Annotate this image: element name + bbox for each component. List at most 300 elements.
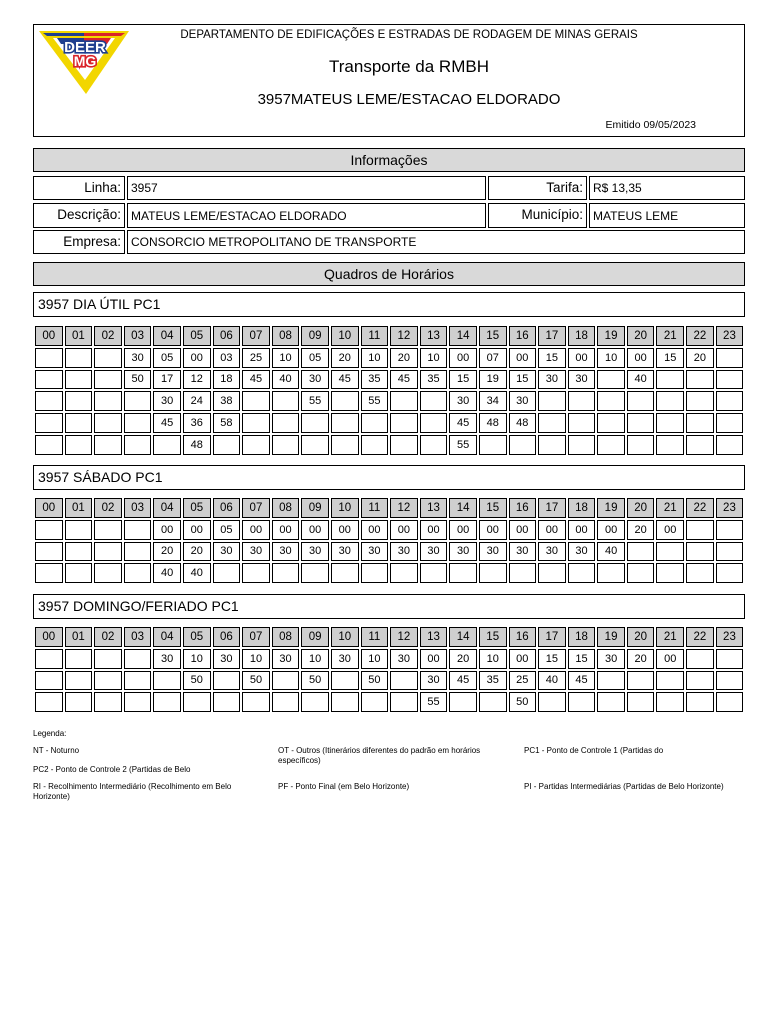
minute-cell [686,671,714,691]
hour-header-cell: 09 [301,326,329,346]
minute-cell: 15 [538,348,566,368]
hour-header-cell: 16 [509,627,537,647]
hour-header-cell: 16 [509,326,537,346]
minute-cell: 30 [242,542,270,562]
minute-cell: 24 [183,391,211,411]
minute-cell: 20 [627,649,655,669]
minute-cell: 00 [568,520,596,540]
minute-cell [331,692,359,712]
minute-cell [509,563,537,583]
minute-cell [65,692,93,712]
hour-header-cell: 14 [449,498,477,518]
schedule-title-domingo-feriado: 3957 DOMINGO/FERIADO PC1 [33,594,745,619]
minute-cell: 30 [568,370,596,390]
hour-header-row [35,326,743,346]
minute-cell: 30 [331,542,359,562]
minute-cell: 00 [509,649,537,669]
minute-cell: 45 [153,413,181,433]
minute-cell: 20 [331,348,359,368]
minute-cell: 20 [686,348,714,368]
hour-header-cell: 08 [272,627,300,647]
minute-cell: 05 [153,348,181,368]
minute-cell [716,649,744,669]
hour-header-cell: 06 [213,627,241,647]
hour-header-cell: 22 [686,326,714,346]
minute-cell [331,391,359,411]
hour-header-cell: 08 [272,326,300,346]
minute-cell [94,563,122,583]
minute-cell: 45 [449,413,477,433]
minute-cell: 00 [509,348,537,368]
hour-header-cell: 23 [716,498,744,518]
minute-cell [568,692,596,712]
hour-header-cell: 07 [242,326,270,346]
hour-header-cell: 03 [124,498,152,518]
schedule-row [35,671,743,691]
minute-cell: 30 [449,391,477,411]
minute-cell [301,413,329,433]
minute-cell [656,542,684,562]
minute-cell: 30 [272,542,300,562]
minute-cell [390,435,418,455]
minute-cell [627,435,655,455]
minute-cell [479,435,507,455]
minute-cell: 50 [124,370,152,390]
minute-cell: 30 [449,542,477,562]
hour-header-cell: 17 [538,627,566,647]
minute-cell: 30 [153,649,181,669]
minute-cell [65,671,93,691]
minute-cell: 25 [242,348,270,368]
hour-header-row [35,627,743,647]
minute-cell: 34 [479,391,507,411]
minute-cell [597,563,625,583]
schedule-title-dia-util: 3957 DIA ÚTIL PC1 [33,292,745,317]
minute-cell: 30 [153,391,181,411]
hour-header-cell: 19 [597,498,625,518]
hour-header-cell: 01 [65,627,93,647]
minute-cell [272,435,300,455]
empresa-value: CONSORCIO METROPOLITANO DE TRANSPORTE [127,230,745,254]
minute-cell [597,671,625,691]
minute-cell: 30 [213,542,241,562]
minute-cell [94,435,122,455]
minute-cell [716,391,744,411]
minute-cell [124,692,152,712]
emitted-date: Emitido 09/05/2023 [605,119,696,131]
minute-cell: 40 [597,542,625,562]
minute-cell: 10 [361,348,389,368]
minute-cell: 17 [153,370,181,390]
minute-cell [361,413,389,433]
minute-cell [597,370,625,390]
minute-cell [390,692,418,712]
schedules-section-header [33,262,745,286]
hour-header-cell: 08 [272,498,300,518]
minute-cell: 20 [390,348,418,368]
document-header [33,24,745,137]
minute-cell: 30 [568,542,596,562]
schedules-section-title: Quadros de Horários [324,266,454,282]
minute-cell [94,348,122,368]
minute-cell: 00 [509,520,537,540]
minute-cell [213,692,241,712]
hour-header-cell: 09 [301,627,329,647]
hour-header-cell: 17 [538,326,566,346]
hour-header-cell: 05 [183,627,211,647]
route-title: 3957MATEUS LEME/ESTACAO ELDORADO [257,91,561,108]
minute-cell: 00 [479,520,507,540]
descricao-label: Descrição: [33,203,125,228]
minute-cell: 50 [361,671,389,691]
minute-cell: 15 [568,649,596,669]
minute-cell: 48 [183,435,211,455]
minute-cell [65,542,93,562]
minute-cell [94,370,122,390]
minute-cell [420,563,448,583]
hour-header-cell: 02 [94,326,122,346]
minute-cell: 35 [420,370,448,390]
minute-cell: 30 [509,391,537,411]
info-section-header [33,148,745,172]
minute-cell: 30 [509,542,537,562]
minute-cell [272,563,300,583]
schedule-row [35,413,743,433]
hour-header-cell: 10 [331,498,359,518]
minute-cell: 00 [183,348,211,368]
minute-cell [242,391,270,411]
minute-cell: 10 [242,649,270,669]
empresa-label: Empresa: [33,230,125,254]
minute-cell: 30 [301,542,329,562]
minute-cell [65,348,93,368]
minute-cell [331,671,359,691]
schedule-row [35,520,743,540]
minute-cell: 00 [301,520,329,540]
minute-cell [213,671,241,691]
minute-cell: 15 [538,649,566,669]
minute-cell: 12 [183,370,211,390]
minute-cell: 30 [361,542,389,562]
minute-cell [538,435,566,455]
minute-cell [35,520,63,540]
hour-header-cell: 01 [65,498,93,518]
minute-cell: 30 [272,649,300,669]
minute-cell: 00 [656,520,684,540]
minute-cell: 19 [479,370,507,390]
minute-cell: 35 [479,671,507,691]
legend-item: OT - Outros (Itinerários diferentes do padrão em horários específicos) [278,746,481,765]
minute-cell [597,391,625,411]
minute-cell [35,692,63,712]
minute-cell [124,413,152,433]
schedule-title-sabado: 3957 SÁBADO PC1 [33,465,745,490]
minute-cell [656,435,684,455]
minute-cell: 55 [361,391,389,411]
minute-cell [597,413,625,433]
minute-cell [331,435,359,455]
minute-cell [627,391,655,411]
hour-header-cell: 14 [449,627,477,647]
minute-cell [716,413,744,433]
minute-cell [272,671,300,691]
minute-cell [686,370,714,390]
hour-header-cell: 23 [716,627,744,647]
hour-header-cell: 22 [686,627,714,647]
hour-header-cell: 13 [420,326,448,346]
minute-cell [568,563,596,583]
minute-cell [35,542,63,562]
minute-cell: 25 [509,671,537,691]
minute-cell: 30 [420,542,448,562]
minute-cell [272,413,300,433]
minute-cell [686,542,714,562]
minute-cell [627,413,655,433]
minute-cell [153,692,181,712]
legend-item: PC1 - Ponto de Controle 1 (Partidas do [524,746,664,755]
minute-cell [686,435,714,455]
minute-cell [627,692,655,712]
minute-cell [479,563,507,583]
minute-cell: 10 [597,348,625,368]
legend-title: Legenda: [33,729,67,738]
hour-header-cell: 13 [420,627,448,647]
hour-header-cell: 11 [361,326,389,346]
hour-header-cell: 18 [568,326,596,346]
hour-header-cell: 18 [568,627,596,647]
minute-cell [272,391,300,411]
hour-header-cell: 03 [124,326,152,346]
minute-cell [94,542,122,562]
minute-cell: 10 [183,649,211,669]
hour-header-cell: 21 [656,627,684,647]
minute-cell [124,391,152,411]
tarifa-label: Tarifa: [488,176,587,200]
page-title: Transporte da RMBH [329,57,489,76]
hour-header-cell: 15 [479,627,507,647]
minute-cell [94,692,122,712]
hour-header-row [35,498,743,518]
minute-cell [242,413,270,433]
minute-cell: 55 [420,692,448,712]
minute-cell [390,391,418,411]
minute-cell [716,435,744,455]
minute-cell: 30 [538,542,566,562]
minute-cell: 50 [183,671,211,691]
minute-cell [716,520,744,540]
minute-cell [65,370,93,390]
minute-cell [716,692,744,712]
minute-cell: 45 [331,370,359,390]
minute-cell: 58 [213,413,241,433]
minute-cell: 00 [538,520,566,540]
minute-cell [390,413,418,433]
schedule-table-sabado [33,496,745,585]
schedule-row [35,649,743,669]
minute-cell [124,671,152,691]
municipio-value: MATEUS LEME [589,203,745,228]
minute-cell: 00 [272,520,300,540]
minute-cell [656,692,684,712]
minute-cell: 55 [301,391,329,411]
schedule-row [35,348,743,368]
minute-cell [627,542,655,562]
minute-cell: 40 [153,563,181,583]
minute-cell [272,692,300,712]
minute-cell: 20 [153,542,181,562]
minute-cell [449,563,477,583]
hour-header-cell: 18 [568,498,596,518]
minute-cell: 50 [242,671,270,691]
minute-cell: 48 [479,413,507,433]
minute-cell [361,435,389,455]
minute-cell: 36 [183,413,211,433]
hour-header-cell: 05 [183,498,211,518]
minute-cell: 15 [449,370,477,390]
minute-cell: 00 [420,520,448,540]
minute-cell [94,649,122,669]
minute-cell: 38 [213,391,241,411]
hour-header-cell: 20 [627,326,655,346]
schedule-table-domingo-feriado [33,625,745,714]
minute-cell [538,563,566,583]
minute-cell: 30 [390,649,418,669]
hour-header-cell: 03 [124,627,152,647]
minute-cell [124,435,152,455]
minute-cell: 10 [272,348,300,368]
minute-cell [301,692,329,712]
minute-cell: 30 [538,370,566,390]
schedule-table-dia-util [33,324,745,457]
minute-cell: 00 [568,348,596,368]
legend-item: PF - Ponto Final (em Belo Horizonte) [278,782,410,791]
hour-header-cell: 21 [656,498,684,518]
minute-cell: 05 [213,520,241,540]
schedule-row [35,563,743,583]
schedule-row [35,391,743,411]
hour-header-cell: 20 [627,498,655,518]
minute-cell: 15 [656,348,684,368]
minute-cell [568,391,596,411]
linha-label: Linha: [33,176,125,200]
hour-header-cell: 04 [153,627,181,647]
minute-cell [65,413,93,433]
minute-cell [65,391,93,411]
linha-value: 3957 [127,176,486,200]
hour-header-cell: 14 [449,326,477,346]
minute-cell: 00 [361,520,389,540]
minute-cell: 10 [479,649,507,669]
hour-header-cell: 00 [35,326,63,346]
minute-cell [716,370,744,390]
minute-cell: 10 [361,649,389,669]
hour-header-cell: 19 [597,627,625,647]
hour-header-cell: 10 [331,627,359,647]
minute-cell: 00 [153,520,181,540]
minute-cell: 00 [656,649,684,669]
minute-cell: 00 [331,520,359,540]
minute-cell [627,671,655,691]
minute-cell [686,413,714,433]
minute-cell [361,563,389,583]
hour-header-cell: 15 [479,326,507,346]
hour-header-cell: 09 [301,498,329,518]
hour-header-cell: 21 [656,326,684,346]
hour-header-cell: 17 [538,498,566,518]
minute-cell [656,671,684,691]
minute-cell: 30 [390,542,418,562]
minute-cell: 15 [509,370,537,390]
minute-cell [35,435,63,455]
minute-cell [716,563,744,583]
minute-cell [568,413,596,433]
schedule-row [35,542,743,562]
minute-cell: 10 [301,649,329,669]
minute-cell [686,692,714,712]
minute-cell [449,692,477,712]
minute-cell [153,671,181,691]
hour-header-cell: 04 [153,498,181,518]
minute-cell: 40 [627,370,655,390]
hour-header-cell: 06 [213,326,241,346]
minute-cell [656,413,684,433]
hour-header-cell: 10 [331,326,359,346]
minute-cell [124,542,152,562]
hour-header-cell: 12 [390,627,418,647]
minute-cell: 20 [627,520,655,540]
hour-header-cell: 11 [361,627,389,647]
minute-cell: 40 [272,370,300,390]
minute-cell [420,391,448,411]
minute-cell [242,692,270,712]
minute-cell: 03 [213,348,241,368]
minute-cell: 45 [568,671,596,691]
minute-cell [538,391,566,411]
minute-cell [183,692,211,712]
minute-cell [35,348,63,368]
minute-cell [213,435,241,455]
minute-cell [420,435,448,455]
minute-cell [568,435,596,455]
minute-cell [94,671,122,691]
hour-header-cell: 20 [627,627,655,647]
minute-cell: 00 [449,348,477,368]
minute-cell: 20 [183,542,211,562]
minute-cell: 00 [420,649,448,669]
minute-cell [65,563,93,583]
minute-cell [509,435,537,455]
minute-cell [94,520,122,540]
minute-cell [35,649,63,669]
hour-header-cell: 07 [242,627,270,647]
minute-cell [390,563,418,583]
department-name: DEPARTAMENTO DE EDIFICAÇÕES E ESTRADAS DE RODAGEM DE MINAS GERAIS [180,29,638,41]
legend-item: PI - Partidas Intermediárias (Partidas de Belo Horizonte) [524,782,724,791]
minute-cell [65,649,93,669]
minute-cell [124,563,152,583]
hour-header-cell: 11 [361,498,389,518]
minute-cell [35,671,63,691]
minute-cell [686,520,714,540]
hour-header-cell: 22 [686,498,714,518]
hour-header-cell: 04 [153,326,181,346]
minute-cell: 30 [301,370,329,390]
minute-cell [35,563,63,583]
minute-cell [686,649,714,669]
hour-header-cell: 01 [65,326,93,346]
minute-cell [35,370,63,390]
minute-cell: 50 [509,692,537,712]
